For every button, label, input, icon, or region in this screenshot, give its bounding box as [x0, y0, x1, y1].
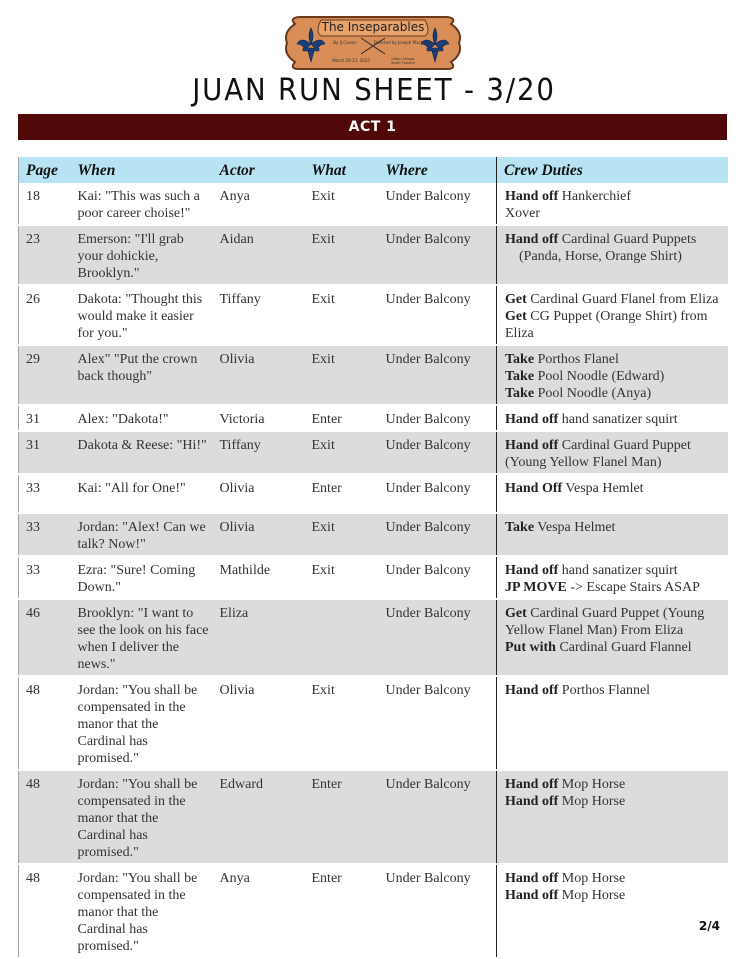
crew-duty-item: CG Puppet (Orange Shirt) from Eliza	[505, 309, 708, 341]
crew-duty-line	[505, 291, 724, 308]
crew-duty-item: Cardinal Guard Flanel from Eliza	[526, 292, 719, 307]
cell-actor: Anya	[213, 864, 305, 958]
crew-duty-action: Hand off	[505, 232, 559, 247]
crew-duty-item: Mop Horse	[558, 888, 626, 903]
cell-where: Under Balcony	[379, 770, 497, 864]
crew-duty-action: Take	[505, 369, 535, 384]
crew-duty-line	[505, 776, 724, 793]
svg-text:Hilton Village: Hilton Village	[391, 57, 415, 61]
crew-duty-item: Hankerchief	[558, 189, 631, 204]
cell-when: Dakota: "Thought this would make it easier for you."	[71, 285, 213, 345]
crew-duty-item: Vespa Hemlet	[562, 481, 644, 496]
crew-duty-action: Take	[505, 520, 535, 535]
cell-actor: Mathilde	[213, 556, 305, 599]
cell-page: 33	[19, 513, 71, 556]
cell-page: 31	[19, 431, 71, 474]
crew-duty-item: Xover	[505, 206, 540, 221]
cell-crew-duties	[497, 599, 728, 676]
svg-text:March 20-23, 2025: March 20-23, 2025	[332, 58, 370, 63]
svg-text:The Inseparables: The Inseparables	[321, 20, 425, 34]
cell-what: Enter	[305, 405, 379, 431]
cell-when: Alex: "Dakota!"	[71, 405, 213, 431]
cell-what: Exit	[305, 225, 379, 285]
table-row	[19, 770, 728, 864]
crew-duty-action: Hand off	[505, 794, 559, 809]
cell-crew-duties	[497, 405, 728, 431]
cell-where: Under Balcony	[379, 556, 497, 599]
table-row	[19, 405, 728, 431]
page-number: 2/4	[698, 919, 720, 933]
crew-duty-action: Hand Off	[505, 481, 563, 496]
crew-duty-line	[505, 480, 724, 497]
crew-duty-item: Cardinal Guard Puppet (Young Yellow Flanel Man) From Eliza	[505, 606, 705, 638]
cell-when: Jordan: "You shall be compensated in the manor that the Cardinal has promised."	[71, 676, 213, 770]
crew-duty-item: Cardinal Guard Puppet (Young Yellow Flanel Man)	[505, 438, 691, 470]
cell-where: Under Balcony	[379, 599, 497, 676]
crew-duty-item: Mop Horse	[558, 794, 626, 809]
cell-where: Under Balcony	[379, 474, 497, 513]
crew-duty-line	[505, 682, 724, 699]
crew-duty-item: Pool Noodle (Edward)	[534, 369, 665, 384]
crew-duty-line	[505, 351, 724, 368]
crew-duty-line	[505, 870, 724, 887]
cell-actor: Olivia	[213, 676, 305, 770]
svg-text:Youth Theatre: Youth Theatre	[390, 61, 416, 65]
cell-page: 48	[19, 864, 71, 958]
cell-crew-duties	[497, 431, 728, 474]
page-title: JUAN RUN SHEET - 3/20	[192, 73, 556, 108]
cell-actor: Olivia	[213, 474, 305, 513]
crew-duty-item: Pool Noodle (Anya)	[534, 386, 652, 401]
table-row	[19, 676, 728, 770]
cell-crew-duties	[497, 676, 728, 770]
cell-crew-duties	[497, 556, 728, 599]
cell-when: Kai: "All for One!"	[71, 474, 213, 513]
cell-where: Under Balcony	[379, 676, 497, 770]
crew-duty-line	[505, 639, 724, 656]
crew-duty-line	[505, 562, 724, 579]
cell-page: 33	[19, 474, 71, 513]
crew-duty-item: hand sanatizer squirt	[558, 412, 678, 427]
cell-when: Alex" "Put the crown back though"	[71, 345, 213, 405]
svg-text:By IJ Cowan: By IJ Cowan	[333, 40, 357, 45]
crew-duty-action: Hand off	[505, 871, 559, 886]
crew-duty-action: Get	[505, 292, 527, 307]
cell-crew-duties	[497, 864, 728, 958]
cell-what: Exit	[305, 431, 379, 474]
crew-duty-item: Porthos Flannel	[558, 683, 651, 698]
crew-duty-action: JP MOVE	[505, 580, 567, 595]
cell-what: Enter	[305, 474, 379, 513]
cell-crew-duties	[497, 513, 728, 556]
crew-duty-line	[505, 579, 724, 596]
crew-duty-action: Hand off	[505, 412, 559, 427]
crew-duty-line	[505, 231, 724, 248]
crew-duty-action: Get	[505, 309, 527, 324]
crew-duty-line	[505, 519, 724, 536]
table-row	[19, 285, 728, 345]
column-header-when: When	[71, 157, 213, 183]
show-logo-graphic	[281, 14, 465, 72]
crew-duty-item: Cardinal Guard Puppets	[558, 232, 697, 247]
crew-duty-line	[505, 605, 724, 639]
crew-duty-action: Hand off	[505, 683, 559, 698]
crew-duty-line	[505, 308, 724, 342]
cell-crew-duties	[497, 345, 728, 405]
table-row	[19, 864, 728, 958]
cell-crew-duties	[497, 225, 728, 285]
run-sheet-table-wrap	[18, 157, 727, 959]
cell-actor: Aidan	[213, 225, 305, 285]
crew-duty-action: Put with	[505, 640, 556, 655]
cell-crew-duties	[497, 770, 728, 864]
cell-what: Enter	[305, 770, 379, 864]
crew-duty-item: Mop Horse	[558, 777, 626, 792]
cell-when: Emerson: "I'll grab your dohickie, Brooklyn."	[71, 225, 213, 285]
cell-where: Under Balcony	[379, 285, 497, 345]
cell-actor: Anya	[213, 183, 305, 225]
crew-duty-action: Take	[505, 386, 535, 401]
crew-duty-item: (Panda, Horse, Orange Shirt)	[519, 249, 682, 264]
column-header-page: Page	[19, 157, 71, 183]
cell-what: Exit	[305, 513, 379, 556]
cell-page: 33	[19, 556, 71, 599]
crew-duty-line	[505, 887, 724, 904]
cell-where: Under Balcony	[379, 513, 497, 556]
table-body	[19, 183, 728, 958]
crew-duty-line	[505, 411, 724, 428]
cell-where: Under Balcony	[379, 405, 497, 431]
cell-when: Jordan: "You shall be compensated in the manor that the Cardinal has promised."	[71, 770, 213, 864]
cell-actor: Tiffany	[213, 431, 305, 474]
run-sheet-table	[18, 157, 728, 959]
cell-page: 26	[19, 285, 71, 345]
cell-what: Enter	[305, 864, 379, 958]
cell-page: 31	[19, 405, 71, 431]
table-row	[19, 431, 728, 474]
cell-what: Exit	[305, 556, 379, 599]
cell-where: Under Balcony	[379, 183, 497, 225]
cell-actor: Victoria	[213, 405, 305, 431]
cell-where: Under Balcony	[379, 864, 497, 958]
cell-actor: Eliza	[213, 599, 305, 676]
show-logo	[281, 14, 465, 72]
cell-what: Exit	[305, 345, 379, 405]
table-row	[19, 474, 728, 513]
crew-duty-line	[505, 437, 724, 471]
cell-when: Dakota & Reese: "Hi!"	[71, 431, 213, 474]
crew-duty-item: Porthos Flanel	[534, 352, 619, 367]
cell-what: Exit	[305, 285, 379, 345]
crew-duty-item: hand sanatizer squirt	[558, 563, 678, 578]
crew-duty-action: Hand off	[505, 888, 559, 903]
cell-actor: Olivia	[213, 345, 305, 405]
cell-page: 18	[19, 183, 71, 225]
cell-when: Kai: "This was such a poor career choise!"	[71, 183, 213, 225]
cell-actor: Olivia	[213, 513, 305, 556]
table-row	[19, 513, 728, 556]
column-header-where: Where	[379, 157, 497, 183]
table-row	[19, 599, 728, 676]
crew-duty-line	[505, 205, 724, 222]
crew-duty-action: Hand off	[505, 777, 559, 792]
crew-duty-action: Hand off	[505, 438, 559, 453]
cell-when: Jordan: "Alex! Can we talk? Now!"	[71, 513, 213, 556]
crew-duty-action: Take	[505, 352, 535, 367]
crew-duty-item: Vespa Helmet	[534, 520, 616, 535]
cell-crew-duties	[497, 474, 728, 513]
table-row	[19, 183, 728, 225]
crew-duty-item: Mop Horse	[558, 871, 626, 886]
cell-page: 46	[19, 599, 71, 676]
column-header-crew-duties: Crew Duties	[497, 157, 728, 183]
crew-duty-action: Hand off	[505, 189, 559, 204]
cell-what: Exit	[305, 676, 379, 770]
cell-where: Under Balcony	[379, 225, 497, 285]
cell-page: 23	[19, 225, 71, 285]
cell-where: Under Balcony	[379, 431, 497, 474]
table-row	[19, 345, 728, 405]
cell-when: Jordan: "You shall be compensated in the manor that the Cardinal has promised."	[71, 864, 213, 958]
cell-when: Ezra: "Sure! Coming Down."	[71, 556, 213, 599]
table-header-row	[19, 157, 728, 183]
cell-crew-duties	[497, 285, 728, 345]
cell-what: Exit	[305, 183, 379, 225]
cell-actor: Tiffany	[213, 285, 305, 345]
table-row	[19, 225, 728, 285]
crew-duty-item: -> Escape Stairs ASAP	[566, 580, 700, 595]
cell-page: 29	[19, 345, 71, 405]
column-header-actor: Actor	[213, 157, 305, 183]
crew-duty-line	[505, 368, 724, 385]
crew-duty-line	[505, 385, 724, 402]
crew-duty-line	[505, 188, 724, 205]
table-row	[19, 556, 728, 599]
crew-duty-action: Get	[505, 606, 527, 621]
cell-where: Under Balcony	[379, 345, 497, 405]
svg-text:Directed by Joseph Mashburn: Directed by Joseph Mashburn	[373, 40, 433, 45]
cell-crew-duties	[497, 183, 728, 225]
crew-duty-action: Hand off	[505, 563, 559, 578]
crew-duty-line	[505, 793, 724, 810]
crew-duty-item: Cardinal Guard Flannel	[555, 640, 692, 655]
column-header-what: What	[305, 157, 379, 183]
cell-page: 48	[19, 770, 71, 864]
crew-duty-line	[505, 248, 724, 265]
cell-when: Brooklyn: "I want to see the look on his face when I deliver the news."	[71, 599, 213, 676]
cell-page: 48	[19, 676, 71, 770]
cell-actor: Edward	[213, 770, 305, 864]
cell-what	[305, 599, 379, 676]
act-banner: ACT 1	[18, 114, 727, 140]
